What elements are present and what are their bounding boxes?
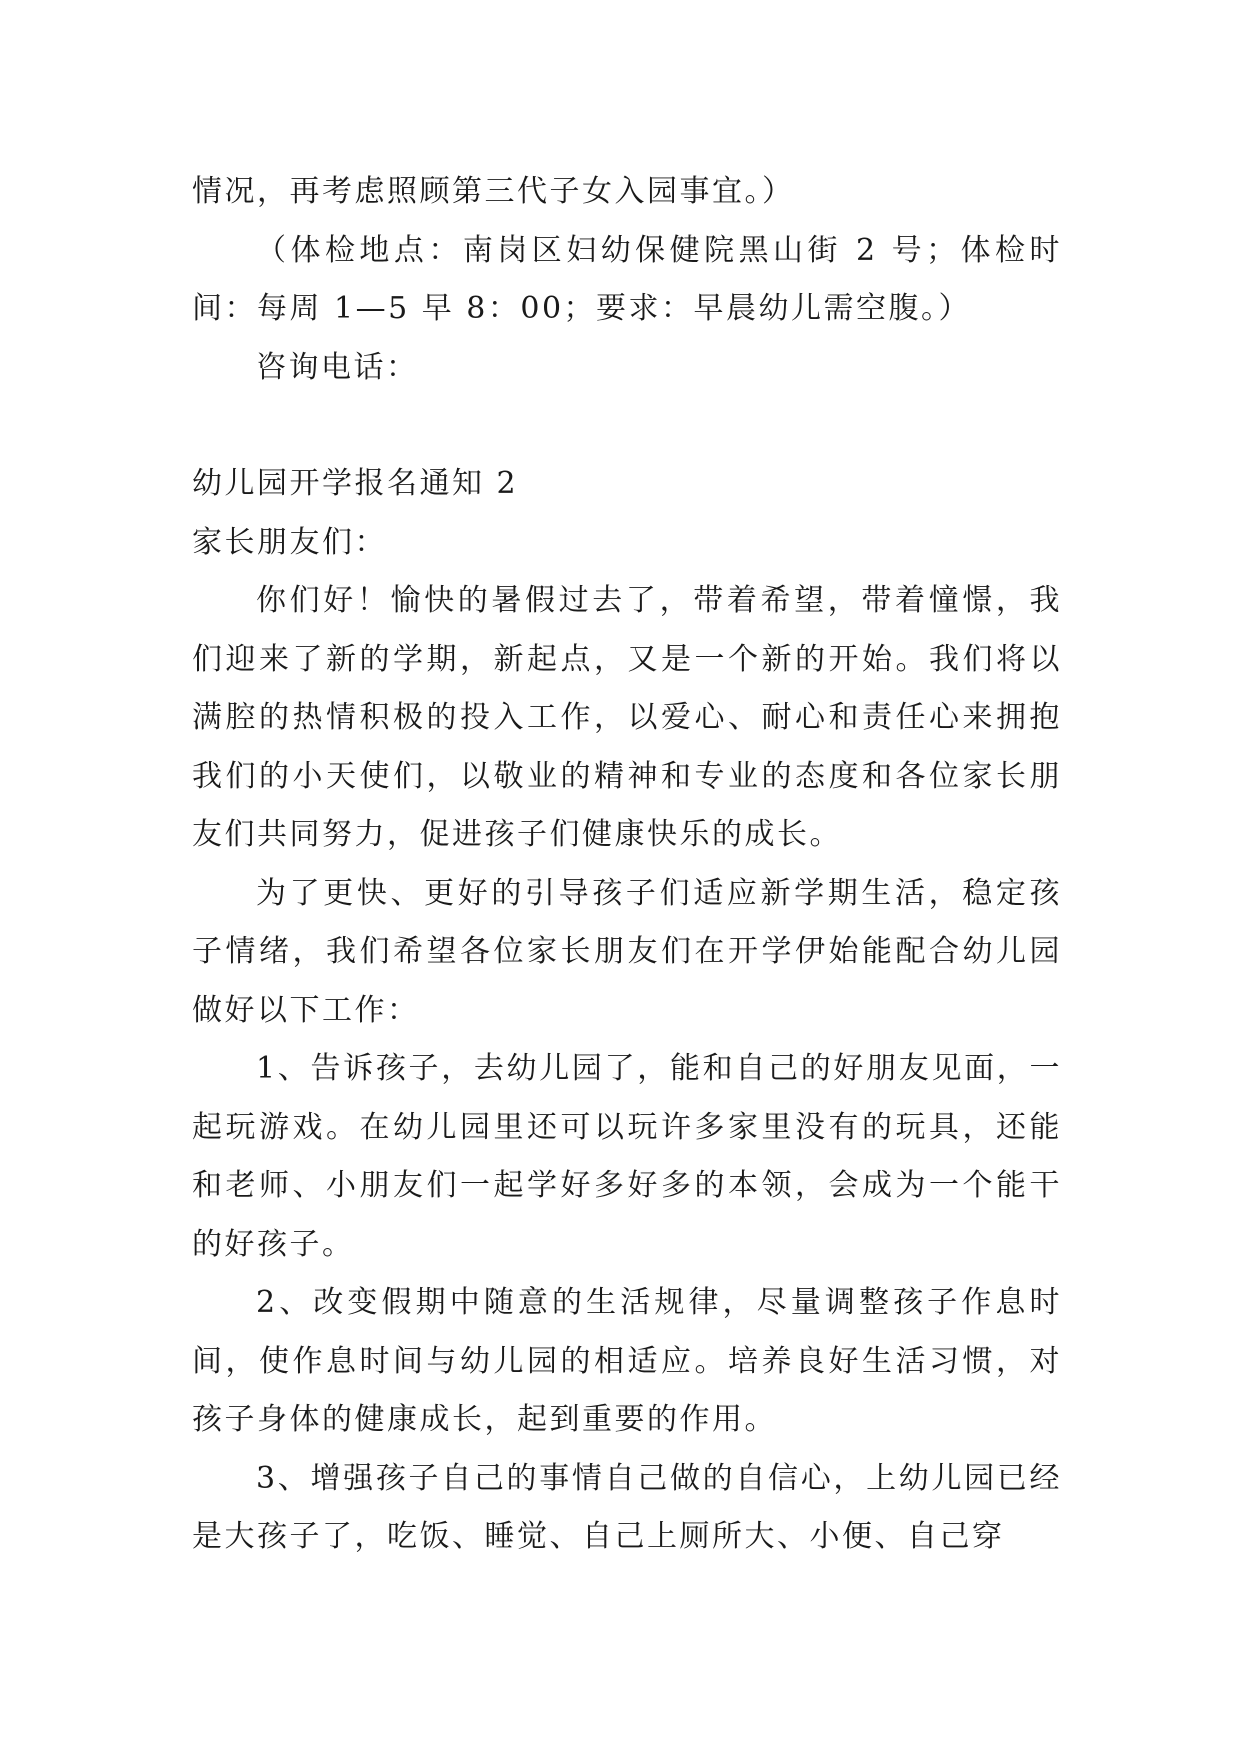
paragraph-health-check-info: （体检地点：南岗区妇幼保健院黑山街 2 号；体检时间：每周 1—5 早 8：00；要求：早晨幼儿需空腹。）: [192, 232, 1062, 326]
paragraph-consult-phone: 咨询电话：: [256, 349, 419, 385]
section-title: 幼儿园开学报名通知 2: [192, 466, 519, 501]
paragraph-item-1: 1、告诉孩子，去幼儿园了，能和自己的好朋友见面，一起玩游戏。在幼儿园里还可以玩许多家里没有的玩具，还能和老师、小朋友们一起学好多好多的本领，会成为一个能干的好孩子。: [192, 1051, 1062, 1262]
document-body: [192, 163, 1062, 1567]
salutation: 家长朋友们：: [192, 524, 387, 560]
paragraph-continuation: 情况，再考虑照顾第三代子女入园事宜。）: [192, 174, 795, 209]
paragraph-intro-requests: 为了更快、更好的引导孩子们适应新学期生活，稳定孩子情绪，我们希望各位家长朋友们在开学伊始能配合幼儿园做好以下工作：: [192, 875, 1062, 1028]
section-spacer: [192, 397, 1062, 455]
paragraph-item-3: 3、增强孩子自己的事情自己做的自信心，上幼儿园已经是大孩子了，吃饭、睡觉、自己上厕所大、小便、自己穿: [192, 1460, 1062, 1554]
paragraph-item-2: 2、改变假期中随意的生活规律，尽量调整孩子作息时间，使作息时间与幼儿园的相适应。培养良好生活习惯，对孩子身体的健康成长，起到重要的作用。: [192, 1285, 1062, 1437]
paragraph-greeting: 你们好！愉快的暑假过去了，带着希望，带着憧憬，我们迎来了新的学期，新起点，又是一个新的开始。我们将以满腔的热情积极的投入工作，以爱心、耐心和责任心来拥抱我们的小天使们，以敬业的精神和专业的态度和各位家长朋友们共同努力，促进孩子们健康快乐的成长。: [192, 583, 1062, 852]
